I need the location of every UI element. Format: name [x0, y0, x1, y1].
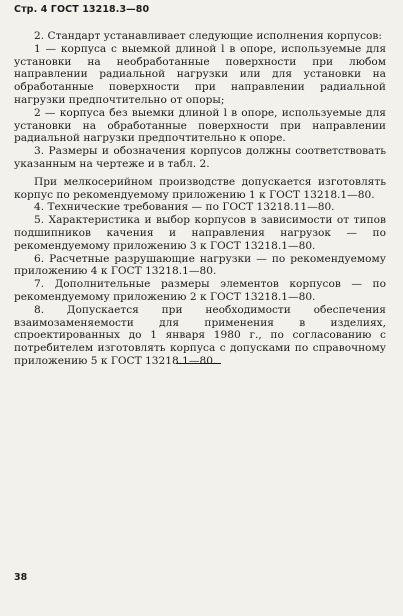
page-number: 38 — [14, 572, 28, 583]
paragraph-clause-7: 7. Дополнительные размеры элементов корпусов — по рекомендуемому приложению 2 к ГОСТ 13218.1—80. — [14, 278, 386, 303]
document-body — [14, 30, 386, 368]
end-divider — [176, 363, 221, 364]
paragraph-clause-8: 8. Допускается при необходимости обеспечения взаимозаменяемости для применения в изделиях, спроектированных до 1 января 1980 г., по согласованию с потребителем изготовлять корпуса с допусками по справочному приложению 5 к ГОСТ 13218.1—80. — [14, 303, 386, 367]
paragraph-clause-4: 4. Технические требования — по ГОСТ 13218.11—80. — [34, 201, 335, 214]
paragraph-small-batch: При мелкосерийном производстве допускается изготовлять корпус по рекомендуемому приложению 1 к ГОСТ 13218.1—80. — [14, 175, 386, 201]
paragraph-variant-1: 1 — корпуса с выемкой длиной l в опоре, используемые для установки на необработанные поверхности при любом направлении радиальной нагрузки или для установки на обработанные поверхности при направлении радиальной нагрузки предпочтительно от опоры; — [14, 42, 386, 106]
paragraph-clause-3: 3. Размеры и обозначения корпусов должны соответствовать указанным на чертеже и в табл. 2. — [14, 145, 386, 170]
running-header: Стр. 4 ГОСТ 13218.3—80 — [14, 4, 150, 15]
paragraph-variant-2: 2 — корпуса без выемки длиной l в опоре, используемые для установки на обработанные поверхности при направлении радиальной нагрузки предпочтительно к опоре. — [14, 106, 386, 145]
paragraph-clause-6: 6. Расчетные разрушающие нагрузки — по рекомендуемому приложению 4 к ГОСТ 13218.1—80. — [14, 252, 386, 278]
paragraph-clause-2: 2. Стандарт устанавливает следующие исполнения корпусов: — [34, 30, 382, 42]
paragraph-clause-5: 5. Характеристика и выбор корпусов в зависимости от типов подшипников качения и направления нагрузок — по рекомендуемому приложению 3 к ГОСТ 13218.1—80. — [14, 214, 386, 252]
